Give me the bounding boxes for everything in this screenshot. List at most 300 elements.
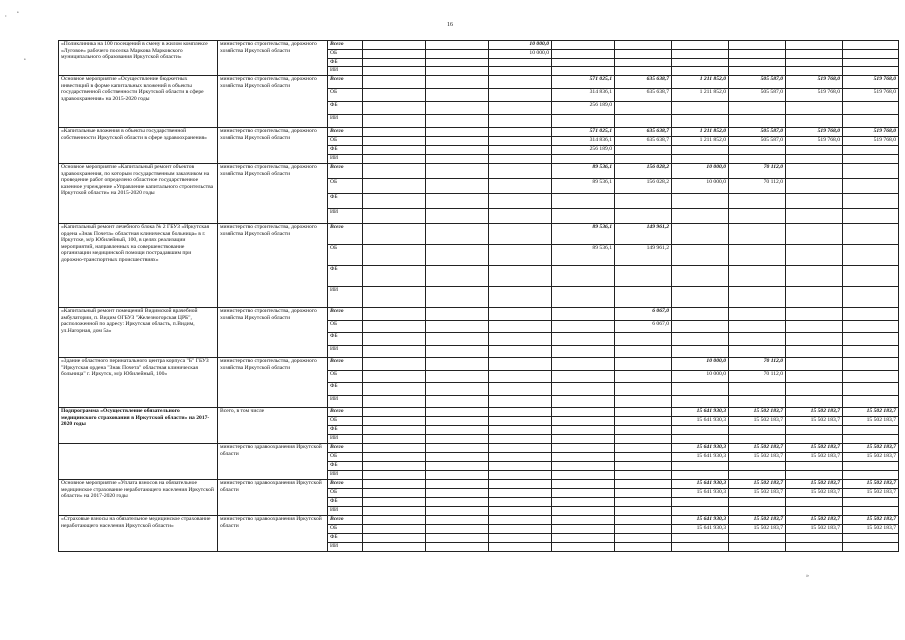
amount-cell: 15 502 183,7 [786,489,843,498]
amount-cell [729,471,786,480]
funding-source: Всего [328,308,363,321]
amount-cell [615,516,672,525]
amount-cell [615,194,672,209]
amount-cell [363,370,426,383]
amount-cell [786,462,843,471]
amount-cell [489,453,552,462]
amount-cell: 571 025,1 [552,128,615,137]
amount-cell [672,58,729,67]
amount-cell [615,395,672,408]
amount-cell: 10 000,0 [672,179,729,194]
measure-description: Основное мероприятие «Осуществление бюджетных инвестиций в форме капитальных вложений в объекты государственной собственности Иркутской области в сфере здравоохранения» на 2015-2020 годы [59,76,218,128]
amount-cell: 635 638,7 [615,137,672,146]
amount-cell [729,146,786,155]
amount-cell [489,320,552,333]
amount-cell [489,224,552,245]
amount-cell [363,67,426,76]
budget-table [58,40,899,552]
amount-cell [552,194,615,209]
amount-cell [552,534,615,543]
amount-cell [786,498,843,507]
amount-cell [489,417,552,426]
amount-cell [489,480,552,489]
amount-cell [489,209,552,224]
amount-cell: 70 112,0 [729,179,786,194]
funding-source: ОБ [328,89,363,102]
funding-source: ОБ [328,370,363,383]
amount-cell [672,543,729,552]
amount-cell [363,516,426,525]
amount-cell [615,345,672,358]
amount-cell [786,435,843,444]
measure-description: Основное мероприятие «Уплата взносов на обязательное медицинское страхование неработающего населения Иркутской области» на 2017-2020 годы [59,480,218,516]
amount-cell [786,115,843,128]
amount-cell [489,543,552,552]
amount-cell [426,383,489,396]
executor-cell: Всего, в том числе [218,408,328,444]
funding-source: Всего [328,516,363,525]
amount-cell: 15 502 183,7 [729,480,786,489]
amount-cell: 519 768,0 [786,76,843,89]
amount-cell [489,67,552,76]
amount-cell [843,266,899,287]
amount-cell: 15 641 930,3 [672,408,729,417]
amount-cell [672,146,729,155]
amount-cell [615,287,672,308]
amount-cell [843,67,899,76]
amount-cell [615,383,672,396]
measure-description: «Здание областного перинатального центра корпуса "Б" ГБУЗ "Иркутская ордена "Знак Почета" областная клиническая больница" г. Иркутск, м/р Юбилейный, 100» [59,358,218,408]
amount-cell [786,209,843,224]
amount-cell [843,507,899,516]
amount-cell [426,320,489,333]
amount-cell [552,370,615,383]
amount-cell [729,115,786,128]
amount-cell [843,164,899,179]
amount-cell [426,194,489,209]
amount-cell [552,287,615,308]
amount-cell [843,287,899,308]
amount-cell [552,320,615,333]
amount-cell [363,209,426,224]
amount-cell [672,155,729,164]
amount-cell [615,333,672,346]
amount-cell [552,489,615,498]
amount-cell [843,358,899,371]
amount-cell [615,209,672,224]
amount-cell: 635 638,7 [615,76,672,89]
amount-cell [363,489,426,498]
amount-cell [843,462,899,471]
amount-cell [729,155,786,164]
measure-description: Подпрограмма «Осуществление обязательного медицинского страхования в Иркутской области» на 2017-2020 годы [59,408,218,444]
amount-cell: 256 189,0 [552,102,615,115]
amount-cell [363,146,426,155]
amount-cell [672,308,729,321]
amount-cell [489,426,552,435]
amount-cell [552,67,615,76]
amount-cell [426,58,489,67]
amount-cell [489,489,552,498]
amount-cell [489,137,552,146]
amount-cell [672,115,729,128]
funding-source: Всего [328,76,363,89]
funding-source: ИИ [328,287,363,308]
amount-cell [363,76,426,89]
amount-cell [552,480,615,489]
amount-cell [552,426,615,435]
amount-cell [552,155,615,164]
amount-cell [426,164,489,179]
amount-cell [363,102,426,115]
amount-cell [843,155,899,164]
amount-cell [489,179,552,194]
table-row [59,224,899,245]
amount-cell [672,320,729,333]
amount-cell: 15 502 183,7 [729,489,786,498]
page-number: 16 [447,22,453,28]
amount-cell [426,49,489,58]
amount-cell: 519 768,0 [843,137,899,146]
amount-cell: 15 502 183,7 [843,516,899,525]
amount-cell [786,383,843,396]
funding-source: Всего [328,164,363,179]
amount-cell [672,534,729,543]
amount-cell [786,308,843,321]
amount-cell [363,345,426,358]
amount-cell [729,507,786,516]
amount-cell: 15 502 183,7 [729,453,786,462]
table-row [59,408,899,417]
amount-cell: 15 641 930,3 [672,489,729,498]
amount-cell [489,155,552,164]
amount-cell [426,209,489,224]
amount-cell: 15 502 183,7 [843,489,899,498]
amount-cell: 6 067,0 [615,320,672,333]
executor-cell: министерство строительства, дорожного хозяйства Иркутской области [218,128,328,164]
amount-cell [426,67,489,76]
amount-cell: 314 836,1 [552,137,615,146]
amount-cell [672,287,729,308]
amount-cell [426,41,489,50]
amount-cell [552,49,615,58]
amount-cell [363,525,426,534]
funding-source: ИИ [328,543,363,552]
amount-cell [363,333,426,346]
funding-source: ФБ [328,498,363,507]
amount-cell [552,395,615,408]
funding-source: Всего [328,408,363,417]
amount-cell [615,543,672,552]
funding-source: ИИ [328,507,363,516]
amount-cell [363,480,426,489]
amount-cell [363,266,426,287]
executor-cell: министерство строительства, дорожного хозяйства Иркутской области [218,41,328,76]
amount-cell [615,534,672,543]
amount-cell [552,266,615,287]
amount-cell [489,462,552,471]
amount-cell [729,245,786,266]
amount-cell [615,102,672,115]
table-row [59,41,899,50]
amount-cell [786,320,843,333]
amount-cell [729,67,786,76]
measure-description-empty [59,444,218,480]
amount-cell [843,308,899,321]
amount-cell [363,444,426,453]
amount-cell [786,370,843,383]
amount-cell [552,453,615,462]
amount-cell [786,41,843,50]
amount-cell [615,498,672,507]
measure-description: «Страховые взносы на обязательное медицинское страхование неработающего населения Иркутской области» [59,516,218,552]
amount-cell: 15 641 930,3 [672,453,729,462]
funding-source: ОБ [328,453,363,462]
amount-cell [672,345,729,358]
amount-cell [786,194,843,209]
amount-cell [786,164,843,179]
amount-cell [489,395,552,408]
amount-cell [615,155,672,164]
amount-cell [552,471,615,480]
table-row [59,358,899,371]
amount-cell [615,453,672,462]
amount-cell [552,516,615,525]
amount-cell: 635 638,7 [615,128,672,137]
amount-cell: 1 211 852,0 [672,89,729,102]
amount-cell [615,525,672,534]
amount-cell [729,308,786,321]
amount-cell [552,417,615,426]
amount-cell: 505 587,0 [729,128,786,137]
amount-cell [489,102,552,115]
table-row [59,444,899,453]
amount-cell: 89 536,1 [552,245,615,266]
funding-source: ИИ [328,345,363,358]
measure-description: «Капитальные вложения в объекты государственной собственности Иркутской области в сфере здравоохранения» [59,128,218,164]
amount-cell: 156 028,2 [615,164,672,179]
amount-cell [786,224,843,245]
amount-cell [363,115,426,128]
amount-cell [426,146,489,155]
amount-cell [363,543,426,552]
executor-cell: министерство строительства, дорожного хозяйства Иркутской области [218,76,328,128]
amount-cell: 10 000,0 [672,164,729,179]
amount-cell [615,435,672,444]
amount-cell [552,41,615,50]
funding-source: ОБ [328,179,363,194]
funding-source: Всего [328,358,363,371]
amount-cell [672,67,729,76]
funding-source: ОБ [328,417,363,426]
funding-source: ОБ [328,489,363,498]
amount-cell [426,89,489,102]
amount-cell: 15 641 930,3 [672,525,729,534]
amount-cell: 15 502 183,7 [843,525,899,534]
amount-cell [552,543,615,552]
amount-cell [363,194,426,209]
amount-cell [552,383,615,396]
amount-cell: 156 028,2 [615,179,672,194]
measure-description: «Капитальный ремонт лечебного блока № 2 ГБУЗ «Иркутская ордена «Знак Почета» областная клиническая больница» в г. Иркутске, м/р Юбилейный, 100, в целях реализации мероприятий, направленных на совершенствование организации медицинской помощи пострадавшим при дорожно-транспортных происшествиях» [59,224,218,308]
amount-cell [363,462,426,471]
amount-cell [363,408,426,417]
amount-cell [426,471,489,480]
amount-cell [426,408,489,417]
amount-cell [363,155,426,164]
table-row [59,76,899,89]
amount-cell [363,287,426,308]
amount-cell: 15 502 183,7 [843,408,899,417]
amount-cell [729,58,786,67]
amount-cell: 6 067,0 [615,308,672,321]
amount-cell: 1 211 852,0 [672,76,729,89]
amount-cell [615,266,672,287]
amount-cell [426,102,489,115]
amount-cell [786,102,843,115]
amount-cell: 10 000,0 [489,49,552,58]
amount-cell [363,534,426,543]
funding-source: ФБ [328,462,363,471]
amount-cell [426,76,489,89]
amount-cell: 15 502 183,7 [786,453,843,462]
table-row [59,480,899,489]
amount-cell [363,471,426,480]
amount-cell [615,49,672,58]
amount-cell [426,462,489,471]
amount-cell: 571 025,1 [552,76,615,89]
amount-cell [489,115,552,128]
amount-cell [615,489,672,498]
amount-cell [489,534,552,543]
amount-cell [489,333,552,346]
amount-cell [672,471,729,480]
amount-cell [489,444,552,453]
amount-cell [786,471,843,480]
amount-cell [426,480,489,489]
amount-cell [672,245,729,266]
amount-cell [363,128,426,137]
amount-cell [552,435,615,444]
amount-cell [843,498,899,507]
amount-cell [426,179,489,194]
amount-cell [843,179,899,194]
amount-cell [729,462,786,471]
amount-cell [672,102,729,115]
amount-cell [363,358,426,371]
amount-cell [615,370,672,383]
amount-cell [843,345,899,358]
amount-cell [672,426,729,435]
funding-source: ФБ [328,383,363,396]
amount-cell [426,444,489,453]
amount-cell [363,164,426,179]
amount-cell [426,543,489,552]
amount-cell [843,435,899,444]
amount-cell: 70 112,0 [729,358,786,371]
amount-cell [729,333,786,346]
amount-cell [786,287,843,308]
funding-source: Всего [328,444,363,453]
amount-cell [729,383,786,396]
amount-cell: 15 641 930,3 [672,444,729,453]
amount-cell [426,287,489,308]
executor-cell: министерство здравоохранения Иркутской области [218,516,328,552]
funding-source: ФБ [328,146,363,155]
amount-cell [426,516,489,525]
amount-cell: 70 112,0 [729,370,786,383]
amount-cell [489,287,552,308]
amount-cell [729,194,786,209]
executor-cell: министерство строительства, дорожного хозяйства Иркутской области [218,358,328,408]
amount-cell [426,358,489,371]
amount-cell [672,395,729,408]
amount-cell: 89 536,1 [552,224,615,245]
amount-cell [786,58,843,67]
amount-cell [729,426,786,435]
amount-cell [426,345,489,358]
amount-cell: 256 189,0 [552,146,615,155]
amount-cell [426,245,489,266]
amount-cell [729,287,786,308]
amount-cell [489,383,552,396]
funding-source: ИИ [328,471,363,480]
amount-cell [615,462,672,471]
amount-cell [363,395,426,408]
amount-cell [363,224,426,245]
amount-cell: 10 000,0 [489,41,552,50]
executor-cell: министерство здравоохранения Иркутской области [218,444,328,480]
amount-cell [786,395,843,408]
amount-cell [363,308,426,321]
amount-cell [552,333,615,346]
amount-cell [552,308,615,321]
amount-cell [843,471,899,480]
amount-cell [729,224,786,245]
amount-cell: 15 502 183,7 [843,417,899,426]
amount-cell [672,435,729,444]
amount-cell [843,49,899,58]
funding-source: ФБ [328,194,363,209]
funding-source: ФБ [328,266,363,287]
amount-cell: 505 587,0 [729,137,786,146]
amount-cell [489,408,552,417]
amount-cell: 635 638,7 [615,89,672,102]
amount-cell: 15 502 183,7 [786,417,843,426]
amount-cell: 70 112,0 [729,164,786,179]
amount-cell: 15 502 183,7 [786,480,843,489]
amount-cell [729,209,786,224]
amount-cell [489,345,552,358]
amount-cell [552,345,615,358]
funding-source: ОБ [328,525,363,534]
amount-cell [426,435,489,444]
amount-cell [729,395,786,408]
amount-cell: 15 502 183,7 [729,525,786,534]
amount-cell: 505 587,0 [729,76,786,89]
funding-source: ОБ [328,137,363,146]
amount-cell [843,370,899,383]
amount-cell [672,333,729,346]
amount-cell [489,358,552,371]
amount-cell [552,462,615,471]
amount-cell [843,41,899,50]
amount-cell [729,534,786,543]
amount-cell: 10 000,0 [672,358,729,371]
amount-cell [615,444,672,453]
funding-source: Всего [328,480,363,489]
amount-cell [843,534,899,543]
